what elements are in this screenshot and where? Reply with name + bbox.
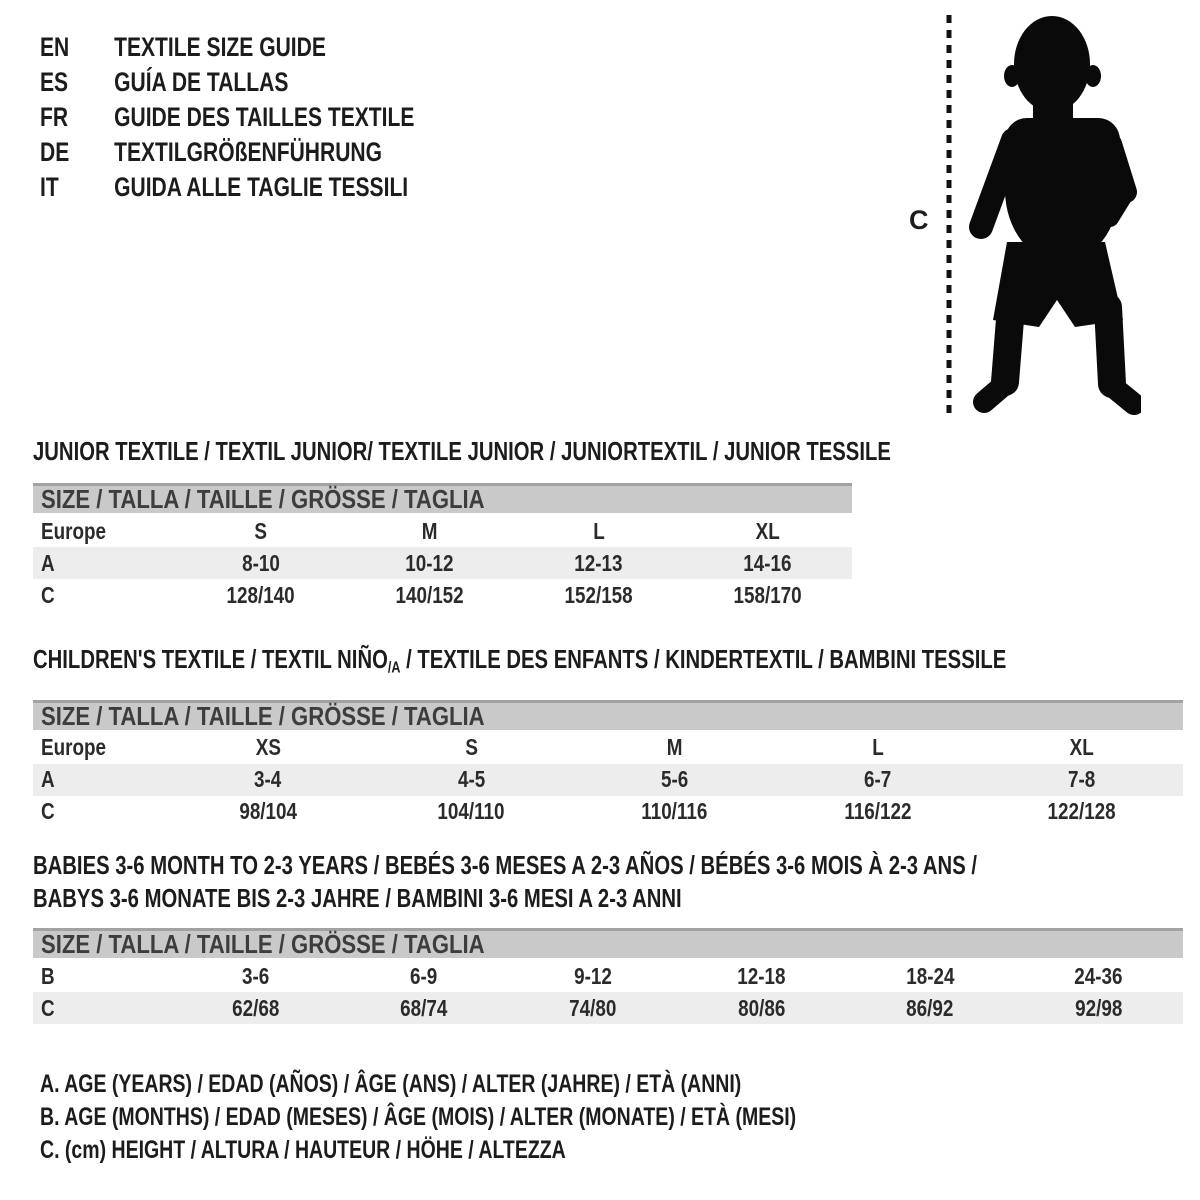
table-row bbox=[33, 960, 1183, 992]
table-row bbox=[33, 764, 1183, 796]
cell-text: 68/74 bbox=[400, 994, 448, 1021]
value-cell bbox=[980, 732, 1183, 764]
cell-text: 3-6 bbox=[241, 962, 269, 989]
cell-text: 104/110 bbox=[437, 798, 505, 824]
language-row bbox=[40, 100, 520, 135]
language-row-text bbox=[40, 30, 326, 65]
value-cell bbox=[370, 732, 573, 764]
cell-text: 122/128 bbox=[1047, 798, 1116, 824]
value-cell bbox=[514, 579, 683, 611]
section-title-line bbox=[33, 644, 1007, 682]
language-row-text bbox=[40, 170, 408, 205]
value-cell bbox=[514, 515, 683, 547]
cell-text: XL bbox=[755, 517, 780, 544]
value-cell bbox=[345, 579, 514, 611]
value-cell bbox=[166, 732, 369, 764]
language-code: ES bbox=[40, 67, 69, 97]
section-title-line bbox=[33, 436, 891, 466]
value-cell bbox=[980, 764, 1183, 796]
row-label-cell bbox=[33, 732, 166, 764]
cell-text: 158/170 bbox=[733, 581, 802, 608]
value-cell bbox=[340, 960, 509, 992]
height-dashed-line-icon bbox=[946, 15, 952, 418]
value-cell bbox=[508, 992, 677, 1024]
row-label-cell bbox=[33, 960, 171, 992]
value-cell bbox=[677, 992, 846, 1024]
language-code: EN bbox=[40, 32, 70, 62]
section-title-text: / TEXTILE DES ENFANTS / KINDERTEXTIL / BAMBINI TESSILE bbox=[400, 644, 1007, 674]
cell-text: XL bbox=[1069, 734, 1094, 760]
language-row-text bbox=[40, 135, 382, 170]
cell-text: B bbox=[41, 962, 55, 989]
section-title-text: BABYS 3-6 MONATE BIS 2-3 JAHRE / BAMBINI 3-6 MESI A 2-3 ANNI bbox=[33, 883, 682, 913]
size-header-text: SIZE / TALLA / TAILLE / GRÖSSE / TAGLIA bbox=[41, 700, 485, 731]
size-table bbox=[33, 960, 1183, 1024]
language-row-text bbox=[40, 65, 288, 100]
value-cell bbox=[683, 547, 852, 579]
cell-text: 6-7 bbox=[864, 766, 892, 792]
footnote-line bbox=[40, 1134, 1009, 1167]
cell-text: 98/104 bbox=[239, 798, 297, 824]
section-title bbox=[33, 436, 891, 466]
cell-text: 152/158 bbox=[564, 581, 633, 608]
footnote-line bbox=[40, 1068, 1009, 1101]
value-cell bbox=[776, 764, 979, 796]
cell-text: XS bbox=[255, 734, 281, 760]
cell-text: 7-8 bbox=[1067, 766, 1095, 792]
cell-text: 62/68 bbox=[231, 994, 279, 1021]
language-row bbox=[40, 65, 520, 100]
cell-text: S bbox=[465, 734, 478, 760]
row-label-cell bbox=[33, 796, 166, 828]
value-cell bbox=[171, 992, 340, 1024]
language-code: IT bbox=[40, 172, 59, 202]
value-cell bbox=[508, 960, 677, 992]
value-cell bbox=[573, 796, 776, 828]
value-cell bbox=[846, 992, 1015, 1024]
language-row bbox=[40, 170, 520, 205]
value-cell bbox=[573, 764, 776, 796]
section-title-text: CHILDREN'S TEXTILE / TEXTIL NIÑO bbox=[33, 644, 388, 674]
height-measure-label: C bbox=[909, 205, 929, 235]
table-row bbox=[33, 796, 1183, 828]
value-cell bbox=[340, 992, 509, 1024]
cell-text: 110/116 bbox=[641, 798, 708, 824]
language-row-text bbox=[40, 100, 414, 135]
size-header-band bbox=[33, 928, 1183, 958]
footnote-text: C. (cm) HEIGHT / ALTURA / HAUTEUR / HÖHE / ALTEZZA bbox=[40, 1136, 566, 1164]
value-cell bbox=[176, 579, 345, 611]
row-label-cell bbox=[33, 515, 176, 547]
cell-text: M bbox=[666, 734, 683, 760]
cell-text: C bbox=[41, 581, 55, 608]
value-cell bbox=[166, 796, 369, 828]
section-babies bbox=[33, 849, 1183, 1024]
value-cell bbox=[1014, 992, 1183, 1024]
guide-title: TEXTILGRÖßENFÜHRUNG bbox=[114, 137, 383, 167]
cell-text: C bbox=[41, 798, 55, 824]
guide-title: GUÍA DE TALLAS bbox=[114, 67, 289, 97]
language-row bbox=[40, 30, 520, 65]
section-title-text: /A bbox=[387, 658, 401, 677]
value-cell bbox=[776, 732, 979, 764]
row-label-cell bbox=[33, 764, 166, 796]
cell-text: Europe bbox=[41, 734, 106, 760]
value-cell bbox=[677, 960, 846, 992]
value-cell bbox=[683, 515, 852, 547]
value-cell bbox=[370, 796, 573, 828]
language-code: DE bbox=[40, 137, 70, 167]
footnote-text: A. AGE (YEARS) / EDAD (AÑOS) / ÂGE (ANS) / ALTER (JAHRE) / ETÀ (ANNI) bbox=[40, 1070, 742, 1098]
toddler-silhouette-icon bbox=[963, 12, 1141, 422]
cell-text: 128/140 bbox=[226, 581, 295, 608]
size-header-band bbox=[33, 483, 852, 513]
height-figure bbox=[905, 8, 1155, 426]
cell-text: 12-13 bbox=[574, 549, 623, 576]
size-header-text: SIZE / TALLA / TAILLE / GRÖSSE / TAGLIA bbox=[41, 929, 485, 959]
value-cell bbox=[776, 796, 979, 828]
table-row bbox=[33, 579, 852, 611]
section-title-line bbox=[33, 882, 930, 915]
guide-title: GUIDA ALLE TAGLIE TESSILI bbox=[114, 172, 409, 202]
value-cell bbox=[345, 547, 514, 579]
cell-text: 92/98 bbox=[1075, 994, 1123, 1021]
cell-text: 116/122 bbox=[844, 798, 912, 824]
cell-text: 24-36 bbox=[1074, 962, 1123, 989]
size-table bbox=[33, 732, 1183, 828]
value-cell bbox=[166, 764, 369, 796]
table-row bbox=[33, 732, 1183, 764]
table-row bbox=[33, 547, 852, 579]
section-title-line bbox=[33, 849, 977, 882]
value-cell bbox=[176, 547, 345, 579]
cell-text: L bbox=[872, 734, 884, 760]
row-label-cell bbox=[33, 579, 176, 611]
language-code: FR bbox=[40, 102, 69, 132]
cell-text: 4-5 bbox=[457, 766, 485, 792]
value-cell bbox=[176, 515, 345, 547]
value-cell bbox=[683, 579, 852, 611]
cell-text: C bbox=[41, 994, 55, 1021]
cell-text: A bbox=[41, 766, 55, 792]
cell-text: 9-12 bbox=[573, 962, 612, 989]
section-title-text: BABIES 3-6 MONTH TO 2-3 YEARS / BEBÉS 3-6 MESES A 2-3 AÑOS / BÉBÉS 3-6 MOIS À 2-3 ANS / bbox=[33, 850, 977, 880]
row-label-cell bbox=[33, 547, 176, 579]
table-row bbox=[33, 515, 852, 547]
cell-text: 8-10 bbox=[241, 549, 280, 576]
cell-text: L bbox=[592, 517, 605, 544]
cell-text: 14-16 bbox=[743, 549, 792, 576]
value-cell bbox=[846, 960, 1015, 992]
footnote-text: B. AGE (MONTHS) / EDAD (MESES) / ÂGE (MOIS) / ALTER (MONATE) / ETÀ (MESI) bbox=[40, 1103, 797, 1131]
size-header-band bbox=[33, 700, 1183, 730]
cell-text: 74/80 bbox=[569, 994, 617, 1021]
row-label-cell bbox=[33, 992, 171, 1024]
value-cell bbox=[573, 732, 776, 764]
cell-text: 3-4 bbox=[254, 766, 282, 792]
section-title bbox=[33, 645, 1183, 682]
value-cell bbox=[171, 960, 340, 992]
cell-text: 12-18 bbox=[737, 962, 786, 989]
cell-text: 86/92 bbox=[906, 994, 954, 1021]
section-title-text: JUNIOR TEXTILE / TEXTIL JUNIOR/ TEXTILE JUNIOR / JUNIORTEXTIL / JUNIOR TESSILE bbox=[33, 436, 891, 466]
guide-title: GUIDE DES TAILLES TEXTILE bbox=[114, 102, 415, 132]
cell-text: S bbox=[254, 517, 268, 544]
footnote-line bbox=[40, 1101, 1009, 1134]
cell-text: 80/86 bbox=[737, 994, 785, 1021]
value-cell bbox=[980, 796, 1183, 828]
size-table bbox=[33, 515, 852, 611]
cell-text: A bbox=[41, 549, 55, 576]
cell-text: 10-12 bbox=[405, 549, 454, 576]
cell-text: M bbox=[421, 517, 438, 544]
legend-footnotes bbox=[40, 1068, 1009, 1167]
cell-text: Europe bbox=[41, 517, 106, 544]
cell-text: 6-9 bbox=[410, 962, 438, 989]
value-cell bbox=[1014, 960, 1183, 992]
size-header-text: SIZE / TALLA / TAILLE / GRÖSSE / TAGLIA bbox=[41, 484, 485, 514]
value-cell bbox=[370, 764, 573, 796]
section-junior bbox=[33, 436, 891, 611]
guide-title: TEXTILE SIZE GUIDE bbox=[114, 32, 326, 62]
value-cell bbox=[514, 547, 683, 579]
language-title-list bbox=[40, 30, 520, 205]
cell-text: 18-24 bbox=[905, 962, 955, 989]
language-row bbox=[40, 135, 520, 170]
table-row bbox=[33, 992, 1183, 1024]
value-cell bbox=[345, 515, 514, 547]
cell-text: 5-6 bbox=[661, 766, 689, 792]
section-children bbox=[33, 645, 1183, 828]
cell-text: 140/152 bbox=[395, 581, 464, 608]
section-title bbox=[33, 849, 1183, 915]
